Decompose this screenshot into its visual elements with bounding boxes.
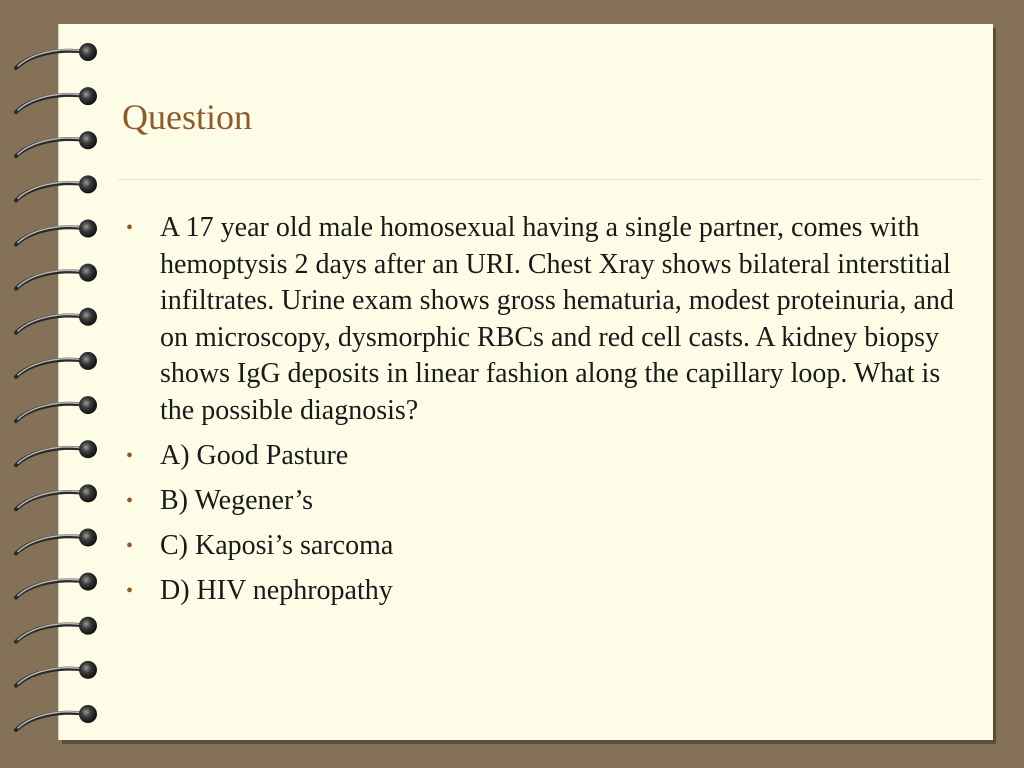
spiral-ring <box>16 131 97 156</box>
bullet-item-option-a <box>116 438 956 475</box>
spiral-ring <box>16 573 97 598</box>
bullet-dot-icon: • <box>126 217 134 239</box>
spiral-ring <box>16 484 97 509</box>
bullet-dot-icon: • <box>126 444 134 467</box>
spiral-ring <box>16 220 97 245</box>
spiral-ring <box>16 528 97 553</box>
bullet-item-option-c <box>116 528 956 565</box>
bullet-item-option-d <box>116 573 956 610</box>
spiral-ring <box>16 440 97 465</box>
spiral-ring <box>16 396 97 421</box>
spiral-binding <box>0 0 120 768</box>
spiral-ring <box>16 175 97 200</box>
bullet-text: B) Wegener’s <box>160 484 314 516</box>
bullet-dot-icon: • <box>126 489 134 512</box>
spiral-ring <box>16 705 97 730</box>
bullet-list <box>116 210 956 618</box>
spiral-ring <box>16 617 97 642</box>
spiral-ring <box>16 87 97 112</box>
spiral-ring <box>16 43 97 68</box>
bullet-text: A) Good Pasture <box>160 439 349 471</box>
slide-title: Question <box>122 97 252 137</box>
title-divider <box>118 179 982 180</box>
spiral-ring <box>16 352 97 377</box>
bullet-text: D) HIV nephropathy <box>160 574 393 606</box>
bullet-text: C) Kaposi’s sarcoma <box>160 529 394 561</box>
spiral-ring <box>16 661 97 686</box>
spiral-ring <box>16 264 97 289</box>
bullet-dot-icon: • <box>126 534 134 557</box>
spiral-ring <box>16 308 97 333</box>
bullet-text: A 17 year old male homosexual having a single partner, comes with hemoptysis 2 days after an URI. Chest Xray shows bilateral interstitial infiltrates. Urine exam shows gross hematuria, modest proteinuria, and on microscopy, dysmorphic RBCs and red cell casts. A kidney biopsy shows IgG deposits in linear fashion along the capillary loop. What is the possible diagnosis? <box>160 212 954 426</box>
bullet-item-question <box>116 210 956 429</box>
bullet-item-option-b <box>116 483 956 520</box>
bullet-dot-icon: • <box>126 579 134 602</box>
